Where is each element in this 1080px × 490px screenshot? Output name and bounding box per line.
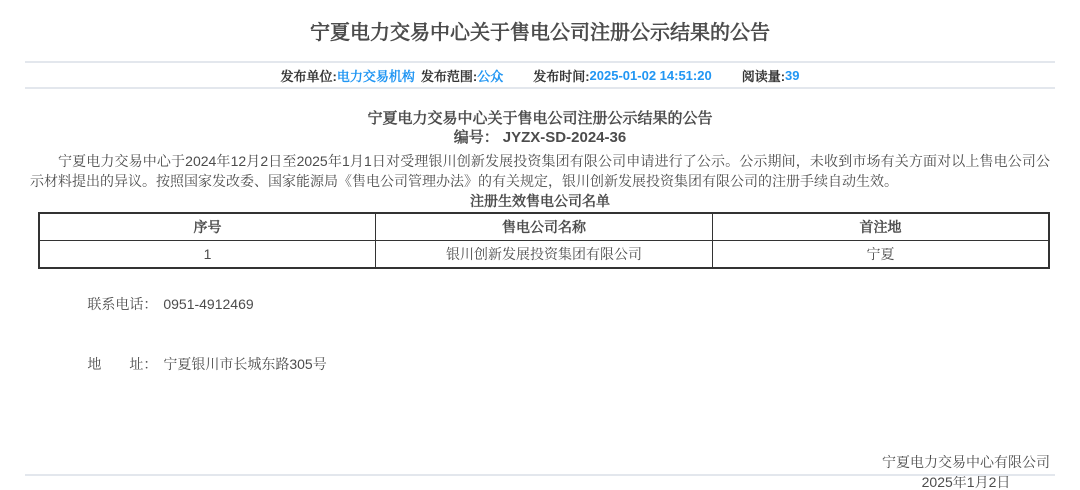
article-title: 宁夏电力交易中心关于售电公司注册公示结果的公告 (367, 110, 713, 127)
contact-phone-value: 0951-4912469 (163, 296, 254, 312)
meta-scope (421, 66, 503, 85)
publish-time-value: 2025-01-02 14:51:20 (589, 67, 712, 83)
doc-number-label: 编号： (453, 129, 499, 146)
contact-info (64, 274, 1080, 394)
views-count: 39 (785, 67, 800, 83)
doc-number-value: JYZX-SD-2024-36 (502, 129, 627, 146)
signature-date: 2025年1月2日 (921, 474, 1011, 490)
contact-phone-line (64, 274, 1080, 334)
header-registration-place: 首注地 (712, 213, 1049, 241)
cell-seq: 1 (39, 241, 376, 269)
table-caption: 注册生效售电公司名单 (470, 193, 610, 209)
publish-time-label: 发布时间: (533, 68, 590, 84)
meta-views (742, 66, 800, 85)
cell-registration-place: 宁夏 (712, 241, 1049, 269)
article-body (0, 110, 1080, 490)
scope-value: 公众 (477, 68, 504, 84)
header-company-name: 售电公司名称 (376, 213, 713, 241)
bottom-divider (25, 474, 1055, 476)
doc-number (0, 129, 1080, 147)
meta-publish-time (533, 66, 712, 85)
table-header-row (39, 213, 1049, 241)
contact-address-label: 地 址： (87, 356, 158, 372)
meta-bar (25, 61, 1055, 89)
publisher-label: 发布单位: (280, 68, 337, 84)
table-row (39, 241, 1049, 269)
contact-phone-label: 联系电话： (87, 296, 158, 312)
signature-block (0, 452, 1050, 490)
contact-address-line (64, 334, 1080, 394)
registered-companies-table (38, 212, 1050, 269)
scope-label: 发布范围: (420, 68, 478, 84)
page-title: 宁夏电力交易中心关于售电公司注册公示结果的公告 (310, 22, 770, 44)
signature-company: 宁夏电力交易中心有限公司 (882, 454, 1050, 470)
cell-company-name: 银川创新发展投资集团有限公司 (376, 241, 713, 269)
meta-publisher (280, 66, 414, 85)
contact-address-value: 宁夏银川市长城东路305号 (163, 356, 327, 372)
announcement-paragraph: 宁夏电力交易中心于2024年12月2日至2025年1月1日对受理银川创新发展投资集团有限公司申请进行了公示。公示期间，未收到市场有关方面对以上售电公司公示材料提出的异议。按照国家发改委、国家能源局《售电公司管理办法》的有关规定，银川创新发展投资集团有限公司的注册手续自动生效。 (30, 153, 1050, 189)
header-seq: 序号 (39, 213, 376, 241)
publisher-link[interactable]: 电力交易机构 (336, 68, 415, 84)
views-label: 阅读量: (741, 68, 786, 84)
